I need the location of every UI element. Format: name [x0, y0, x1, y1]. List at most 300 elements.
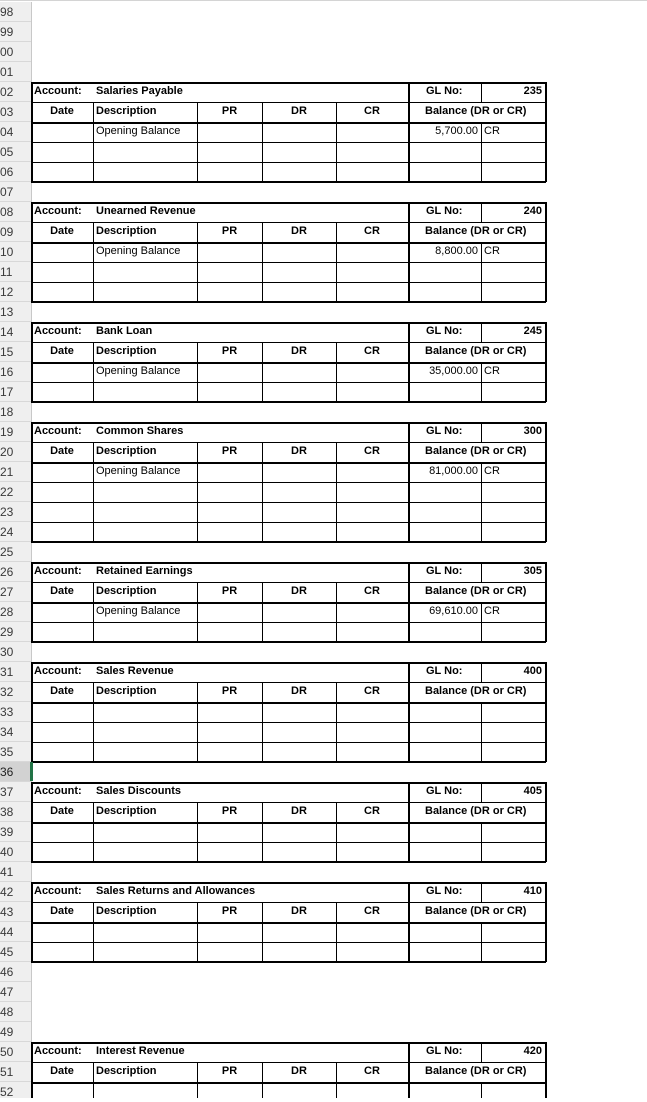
dr-cell[interactable]: [262, 282, 336, 302]
cr-cell[interactable]: [336, 522, 408, 542]
balance-cell[interactable]: [408, 622, 481, 642]
balance-side-divider: [481, 922, 482, 962]
pr-cell[interactable]: [197, 362, 262, 382]
opening-balance-side[interactable]: CR: [484, 245, 500, 257]
gl-no-value-240[interactable]: 240: [523, 205, 542, 217]
opening-balance-side[interactable]: CR: [484, 365, 500, 377]
dr-cell[interactable]: [262, 502, 336, 522]
date-cell[interactable]: [31, 462, 93, 482]
pr-cell[interactable]: [197, 462, 262, 482]
row-header-19[interactable]: 19: [0, 422, 31, 442]
balance-side-cell[interactable]: [481, 822, 545, 842]
opening-balance-description[interactable]: Opening Balance: [96, 605, 181, 617]
cr-cell[interactable]: [336, 122, 408, 142]
dr-cell[interactable]: [262, 162, 336, 182]
balance-side-cell[interactable]: [481, 522, 545, 542]
row-border: [31, 362, 546, 364]
pr-cell[interactable]: [197, 142, 262, 162]
row-header-07[interactable]: 07: [0, 182, 31, 202]
date-cell[interactable]: [31, 1082, 93, 1102]
balance-side-cell[interactable]: [481, 702, 545, 722]
cr-cell[interactable]: [336, 922, 408, 942]
dr-header: DR: [291, 345, 307, 357]
balance-side-cell[interactable]: [481, 842, 545, 862]
description-cell[interactable]: [93, 382, 197, 402]
row-header-00[interactable]: 00: [0, 42, 31, 62]
row-header-10[interactable]: 10: [0, 242, 31, 262]
cr-cell[interactable]: [336, 282, 408, 302]
pr-cell[interactable]: [197, 522, 262, 542]
gl-no-label: GL No:: [426, 205, 463, 217]
balance-cell[interactable]: [408, 502, 481, 522]
description-cell[interactable]: [93, 702, 197, 722]
row-border: [31, 822, 546, 824]
balance-cell[interactable]: [408, 842, 481, 862]
row-header-99[interactable]: 99: [0, 22, 31, 42]
balance-side-divider: [481, 602, 482, 642]
balance-header: Balance (DR or CR): [425, 685, 527, 697]
row-header-51[interactable]: 51: [0, 1062, 31, 1082]
description-cell[interactable]: [93, 922, 197, 942]
dr-header: DR: [291, 445, 307, 457]
row-header-27[interactable]: 27: [0, 582, 31, 602]
column-divider: [197, 902, 198, 962]
pr-cell[interactable]: [197, 1082, 262, 1102]
date-cell[interactable]: [31, 242, 93, 262]
balance-side-cell[interactable]: [481, 382, 545, 402]
opening-balance-description[interactable]: Opening Balance: [96, 465, 181, 477]
row-border: [31, 702, 546, 704]
dr-cell[interactable]: [262, 482, 336, 502]
opening-balance-side[interactable]: CR: [484, 125, 500, 137]
header-row-border: [31, 902, 546, 903]
description-cell[interactable]: [93, 142, 197, 162]
date-cell[interactable]: [31, 742, 93, 762]
balance-cell[interactable]: [408, 482, 481, 502]
gl-divider: [481, 322, 482, 342]
date-cell[interactable]: [31, 942, 93, 962]
account-name-sales-discounts[interactable]: Sales Discounts: [96, 785, 181, 797]
ledger-border-right: [545, 82, 547, 182]
pr-cell[interactable]: [197, 742, 262, 762]
pr-cell[interactable]: [197, 382, 262, 402]
row-header-49[interactable]: 49: [0, 1022, 31, 1042]
dr-cell[interactable]: [262, 942, 336, 962]
gl-no-value-245[interactable]: 245: [523, 325, 542, 337]
ledger-border-right: [545, 202, 547, 302]
account-label: Account:: [34, 85, 82, 97]
row-header-12[interactable]: 12: [0, 282, 31, 302]
date-cell[interactable]: [31, 482, 93, 502]
dr-cell[interactable]: [262, 822, 336, 842]
row-border: [31, 722, 546, 723]
column-divider: [262, 442, 263, 542]
pr-cell[interactable]: [197, 922, 262, 942]
cr-header: CR: [364, 345, 380, 357]
opening-balance-description[interactable]: Opening Balance: [96, 245, 181, 257]
account-label: Account:: [34, 205, 82, 217]
cr-cell[interactable]: [336, 942, 408, 962]
balance-cell[interactable]: [408, 822, 481, 842]
row-header-50[interactable]: 50: [0, 1042, 31, 1062]
dr-cell[interactable]: [262, 842, 336, 862]
balance-side-cell[interactable]: [481, 142, 545, 162]
gl-no-value-405[interactable]: 405: [523, 785, 542, 797]
cr-cell[interactable]: [336, 742, 408, 762]
description-cell[interactable]: [93, 822, 197, 842]
date-header: Date: [50, 585, 74, 597]
balance-cell[interactable]: [408, 382, 481, 402]
date-cell[interactable]: [31, 622, 93, 642]
balance-side-cell[interactable]: [481, 502, 545, 522]
balance-side-cell[interactable]: [481, 942, 545, 962]
pr-header: PR: [221, 1065, 238, 1077]
row-header-43[interactable]: 43: [0, 902, 31, 922]
opening-balance-amount[interactable]: 81,000.00: [429, 465, 478, 477]
account-name-unearned-revenue[interactable]: Unearned Revenue: [96, 205, 196, 217]
row-header-14[interactable]: 14: [0, 322, 31, 342]
cr-cell[interactable]: [336, 162, 408, 182]
date-cell[interactable]: [31, 822, 93, 842]
gl-no-label: GL No:: [426, 785, 463, 797]
row-header-24[interactable]: 24: [0, 522, 31, 542]
date-cell[interactable]: [31, 282, 93, 302]
cr-cell[interactable]: [336, 262, 408, 282]
row-border: [31, 122, 546, 124]
row-header-16[interactable]: 16: [0, 362, 31, 382]
row-header-02[interactable]: 02: [0, 82, 31, 102]
cr-cell[interactable]: [336, 602, 408, 622]
dr-cell[interactable]: [262, 722, 336, 742]
dr-cell[interactable]: [262, 262, 336, 282]
cr-cell[interactable]: [336, 142, 408, 162]
cr-cell[interactable]: [336, 1082, 408, 1102]
ledger-border-bottom: [31, 301, 546, 303]
description-cell[interactable]: [93, 742, 197, 762]
description-cell[interactable]: [93, 502, 197, 522]
row-header-29[interactable]: 29: [0, 622, 31, 642]
date-cell[interactable]: [31, 722, 93, 742]
account-name-bank-loan[interactable]: Bank Loan: [96, 325, 153, 337]
dr-cell[interactable]: [262, 622, 336, 642]
pr-cell[interactable]: [197, 162, 262, 182]
cr-cell[interactable]: [336, 502, 408, 522]
row-header-37[interactable]: 37: [0, 782, 31, 802]
cr-cell[interactable]: [336, 842, 408, 862]
description-cell[interactable]: [93, 622, 197, 642]
balance-side-cell[interactable]: [481, 262, 545, 282]
gl-divider: [481, 882, 482, 902]
row-header-39[interactable]: 39: [0, 822, 31, 842]
row-header-36[interactable]: 36: [0, 762, 31, 782]
row-header-01[interactable]: 01: [0, 62, 31, 82]
gl-no-value-400[interactable]: 400: [523, 665, 542, 677]
opening-balance-amount[interactable]: 5,700.00: [435, 125, 478, 137]
dr-header: DR: [291, 585, 307, 597]
row-header-30[interactable]: 30: [0, 642, 31, 662]
pr-cell[interactable]: [197, 262, 262, 282]
column-divider: [197, 442, 198, 542]
date-cell[interactable]: [31, 602, 93, 622]
date-cell[interactable]: [31, 382, 93, 402]
pr-cell[interactable]: [197, 242, 262, 262]
row-header-18[interactable]: 18: [0, 402, 31, 422]
row-header-09[interactable]: 09: [0, 222, 31, 242]
column-divider: [93, 582, 94, 642]
opening-balance-description[interactable]: Opening Balance: [96, 125, 181, 137]
row-header-32[interactable]: 32: [0, 682, 31, 702]
column-divider: [197, 342, 198, 402]
dr-cell[interactable]: [262, 462, 336, 482]
date-cell[interactable]: [31, 142, 93, 162]
balance-side-cell[interactable]: [481, 1082, 545, 1102]
row-header-28[interactable]: 28: [0, 602, 31, 622]
account-name-common-shares[interactable]: Common Shares: [96, 425, 184, 437]
row-header-21[interactable]: 21: [0, 462, 31, 482]
date-header: Date: [50, 685, 74, 697]
row-header-13[interactable]: 13: [0, 302, 31, 322]
row-header-98[interactable]: 98: [0, 2, 31, 22]
row-header-44[interactable]: 44: [0, 922, 31, 942]
dr-cell[interactable]: [262, 522, 336, 542]
cr-header: CR: [364, 905, 380, 917]
cr-cell[interactable]: [336, 622, 408, 642]
column-divider: [93, 442, 94, 542]
balance-side-cell[interactable]: [481, 482, 545, 502]
pr-header: PR: [221, 805, 238, 817]
pr-header: PR: [221, 225, 238, 237]
balance-cell[interactable]: [408, 142, 481, 162]
balance-side-cell[interactable]: [481, 742, 545, 762]
ledger-border-bottom: [31, 181, 546, 183]
pr-header: PR: [221, 585, 238, 597]
date-cell[interactable]: [31, 922, 93, 942]
balance-side-divider: [481, 122, 482, 182]
row-header-46[interactable]: 46: [0, 962, 31, 982]
ledger-border-right: [545, 662, 547, 762]
row-header-35[interactable]: 35: [0, 742, 31, 762]
dr-cell[interactable]: [262, 1082, 336, 1102]
date-cell[interactable]: [31, 522, 93, 542]
ledger-border-bottom: [31, 961, 546, 963]
ledger-balance-divider: [408, 202, 410, 302]
account-name-salaries-payable[interactable]: Salaries Payable: [96, 85, 183, 97]
account-name-sales-revenue[interactable]: Sales Revenue: [96, 665, 174, 677]
row-header-03[interactable]: 03: [0, 102, 31, 122]
row-header-20[interactable]: 20: [0, 442, 31, 462]
description-cell[interactable]: [93, 1082, 197, 1102]
date-cell[interactable]: [31, 842, 93, 862]
dr-header: DR: [291, 225, 307, 237]
row-border: [31, 1082, 546, 1084]
dr-cell[interactable]: [262, 122, 336, 142]
pr-cell[interactable]: [197, 282, 262, 302]
pr-cell[interactable]: [197, 482, 262, 502]
dr-cell[interactable]: [262, 602, 336, 622]
opening-balance-side[interactable]: CR: [484, 465, 500, 477]
dr-header: DR: [291, 905, 307, 917]
row-header-17[interactable]: 17: [0, 382, 31, 402]
description-cell[interactable]: [93, 282, 197, 302]
opening-balance-amount[interactable]: 69,610.00: [429, 605, 478, 617]
ledger-border-left: [31, 82, 33, 182]
pr-cell[interactable]: [197, 122, 262, 142]
balance-cell[interactable]: [408, 262, 481, 282]
ledger-border-top: [31, 782, 546, 784]
column-divider: [336, 342, 337, 402]
balance-cell[interactable]: [408, 722, 481, 742]
cr-header: CR: [364, 685, 380, 697]
row-header-42[interactable]: 42: [0, 882, 31, 902]
dr-header: DR: [291, 1065, 307, 1077]
cr-header: CR: [364, 585, 380, 597]
date-cell[interactable]: [31, 162, 93, 182]
dr-cell[interactable]: [262, 382, 336, 402]
balance-cell[interactable]: [408, 702, 481, 722]
pr-cell[interactable]: [197, 842, 262, 862]
balance-header: Balance (DR or CR): [425, 345, 527, 357]
cr-cell[interactable]: [336, 242, 408, 262]
balance-header: Balance (DR or CR): [425, 445, 527, 457]
row-header-22[interactable]: 22: [0, 482, 31, 502]
dr-cell[interactable]: [262, 242, 336, 262]
header-row-border: [31, 1062, 546, 1063]
balance-cell[interactable]: [408, 162, 481, 182]
balance-side-cell[interactable]: [481, 922, 545, 942]
date-cell[interactable]: [31, 702, 93, 722]
row-header-40[interactable]: 40: [0, 842, 31, 862]
opening-balance-side[interactable]: CR: [484, 605, 500, 617]
pr-cell[interactable]: [197, 702, 262, 722]
opening-balance-amount[interactable]: 8,800.00: [435, 245, 478, 257]
ledger-border-right: [545, 1042, 547, 1098]
row-header-23[interactable]: 23: [0, 502, 31, 522]
row-header-48[interactable]: 48: [0, 1002, 31, 1022]
ledger-border-bottom: [31, 641, 546, 643]
row-header-52[interactable]: 52: [0, 1082, 31, 1098]
header-row-border: [31, 802, 546, 803]
pr-cell[interactable]: [197, 822, 262, 842]
row-header-15[interactable]: 15: [0, 342, 31, 362]
gl-no-label: GL No:: [426, 325, 463, 337]
date-cell[interactable]: [31, 502, 93, 522]
description-cell[interactable]: [93, 722, 197, 742]
balance-cell[interactable]: [408, 522, 481, 542]
row-header-06[interactable]: 06: [0, 162, 31, 182]
dr-cell[interactable]: [262, 702, 336, 722]
gl-no-value-420[interactable]: 420: [523, 1045, 542, 1057]
description-cell[interactable]: [93, 522, 197, 542]
cr-cell[interactable]: [336, 482, 408, 502]
balance-side-cell[interactable]: [481, 622, 545, 642]
row-header-34[interactable]: 34: [0, 722, 31, 742]
cr-cell[interactable]: [336, 362, 408, 382]
account-name-sales-returns-and-allowances[interactable]: Sales Returns and Allowances: [96, 885, 256, 897]
gl-no-value-305[interactable]: 305: [523, 565, 542, 577]
dr-cell[interactable]: [262, 742, 336, 762]
row-header-41[interactable]: 41: [0, 862, 31, 882]
row-header-47[interactable]: 47: [0, 982, 31, 1002]
date-header: Date: [50, 1065, 74, 1077]
gl-no-value-410[interactable]: 410: [523, 885, 542, 897]
pr-cell[interactable]: [197, 602, 262, 622]
balance-cell[interactable]: [408, 1082, 481, 1102]
cr-cell[interactable]: [336, 382, 408, 402]
gl-no-value-235[interactable]: 235: [523, 85, 542, 97]
balance-cell[interactable]: [408, 742, 481, 762]
row-header-45[interactable]: 45: [0, 942, 31, 962]
description-cell[interactable]: [93, 162, 197, 182]
balance-cell[interactable]: [408, 942, 481, 962]
cr-cell[interactable]: [336, 462, 408, 482]
row-header-05[interactable]: 05: [0, 142, 31, 162]
active-cell-indicator: [30, 762, 33, 781]
account-name-retained-earnings[interactable]: Retained Earnings: [96, 565, 193, 577]
row-header-11[interactable]: 11: [0, 262, 31, 282]
row-header-33[interactable]: 33: [0, 702, 31, 722]
pr-cell[interactable]: [197, 622, 262, 642]
header-row-border: [31, 582, 546, 583]
dr-cell[interactable]: [262, 922, 336, 942]
pr-cell[interactable]: [197, 722, 262, 742]
row-border: [31, 282, 546, 283]
description-cell[interactable]: [93, 482, 197, 502]
description-cell[interactable]: [93, 842, 197, 862]
description-cell[interactable]: [93, 262, 197, 282]
cr-cell[interactable]: [336, 722, 408, 742]
row-header-26[interactable]: 26: [0, 562, 31, 582]
account-name-interest-revenue[interactable]: Interest Revenue: [96, 1045, 185, 1057]
row-border: [31, 382, 546, 383]
row-header-25[interactable]: 25: [0, 542, 31, 562]
row-header-38[interactable]: 38: [0, 802, 31, 822]
balance-side-cell[interactable]: [481, 282, 545, 302]
date-header: Date: [50, 345, 74, 357]
description-header: Description: [96, 445, 157, 457]
header-row-border: [31, 682, 546, 683]
ledger-border-bottom: [31, 401, 546, 403]
gl-divider: [481, 1042, 482, 1062]
dr-cell[interactable]: [262, 142, 336, 162]
description-cell[interactable]: [93, 942, 197, 962]
balance-side-cell[interactable]: [481, 162, 545, 182]
row-header-04[interactable]: 04: [0, 122, 31, 142]
gl-no-value-300[interactable]: 300: [523, 425, 542, 437]
gl-divider: [481, 562, 482, 582]
pr-cell[interactable]: [197, 942, 262, 962]
gl-divider: [481, 202, 482, 222]
account-label: Account:: [34, 785, 82, 797]
date-cell[interactable]: [31, 362, 93, 382]
row-header-31[interactable]: 31: [0, 662, 31, 682]
date-cell[interactable]: [31, 262, 93, 282]
balance-side-cell[interactable]: [481, 722, 545, 742]
cr-cell[interactable]: [336, 822, 408, 842]
opening-balance-amount[interactable]: 35,000.00: [429, 365, 478, 377]
description-header: Description: [96, 345, 157, 357]
cr-cell[interactable]: [336, 702, 408, 722]
opening-balance-description[interactable]: Opening Balance: [96, 365, 181, 377]
balance-cell[interactable]: [408, 922, 481, 942]
ledger-border-top: [31, 422, 546, 424]
pr-cell[interactable]: [197, 502, 262, 522]
column-divider: [336, 582, 337, 642]
row-header-08[interactable]: 08: [0, 202, 31, 222]
dr-cell[interactable]: [262, 362, 336, 382]
description-header: Description: [96, 685, 157, 697]
date-cell[interactable]: [31, 122, 93, 142]
balance-cell[interactable]: [408, 282, 481, 302]
